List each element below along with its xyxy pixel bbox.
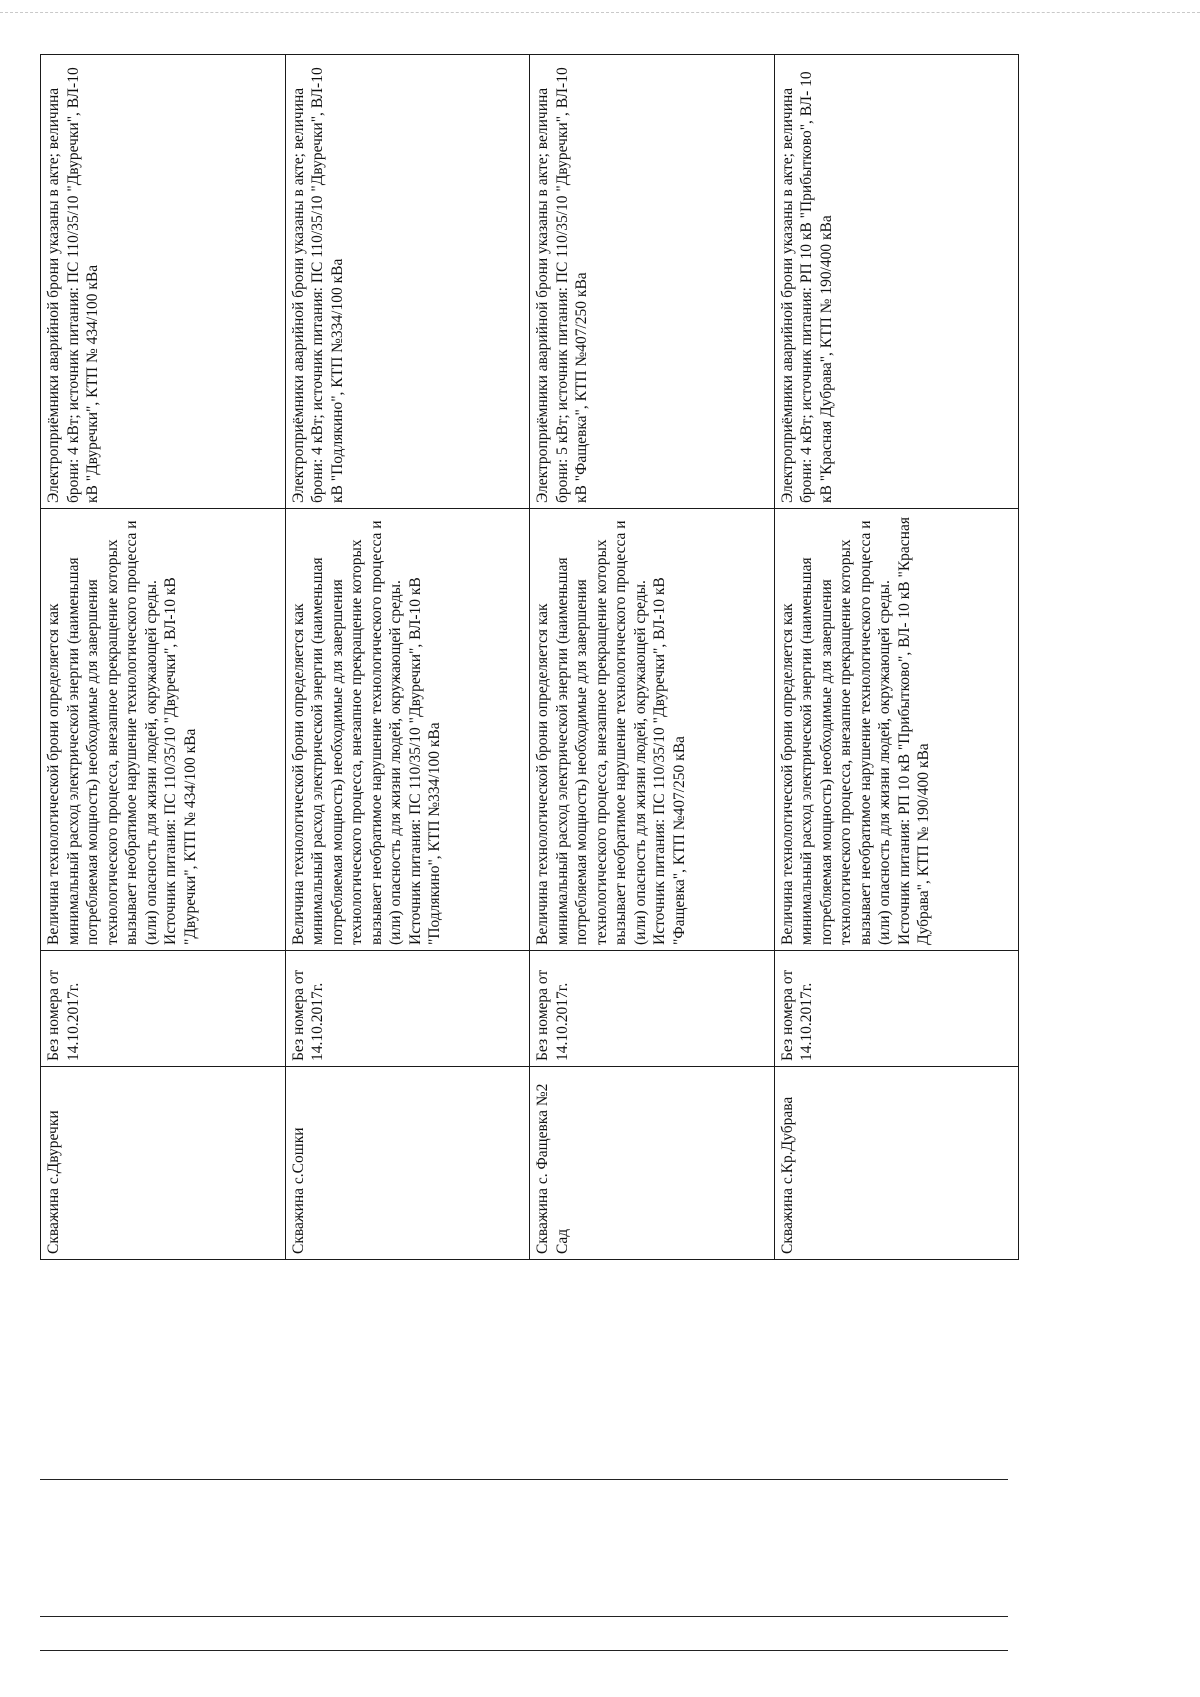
object-cell: Скважина с.Двуречки <box>41 1067 286 1260</box>
tech-reserve-cell: Величина технологической брони определяется как минимальный расход электрической энергии (наименьшая потребляемая мощность) необходимые для завершения технологического процесса, внезапное прекращение которых вызывает необратимое нарушение технологического процесса и (или) опасность для жизни людей, окружающей среды. Источник питания: ПС 110/35/10 "Двуречки", ВЛ-10 кВ "Фащевка", КТП №407/250 кВа <box>530 509 775 951</box>
tech-reserve-cell: Величина технологической брони определяется как минимальный расход электрической энергии (наименьшая потребляемая мощность) необходимые для завершения технологического процесса, внезапное прекращение которых вызывает необратимое нарушение технологического процесса и (или) опасность для жизни людей, окружающей среды. Источник питания: ПС 110/35/10 "Двуречки", ВЛ-10 кВ "Двуречки", КТП № 434/100 кВа <box>41 509 286 951</box>
reservation-table <box>40 54 1019 1260</box>
signature-line <box>40 1616 1008 1617</box>
table-row <box>285 55 530 1260</box>
tech-reserve-cell: Величина технологической брони определяется как минимальный расход электрической энергии (наименьшая потребляемая мощность) необходимые для завершения технологического процесса, внезапное прекращение которых вызывает необратимое нарушение технологического процесса и (или) опасность для жизни людей, окружающей среды. Источник питания: ПС 110/35/10 "Двуречки", ВЛ-10 кВ "Подлякино", КТП №334/100 кВа <box>285 509 530 951</box>
table-row <box>774 55 1019 1260</box>
act-cell: Без номера от 14.10.2017г. <box>774 951 1019 1067</box>
object-cell: Скважина с.Кр.Дубрава <box>774 1067 1019 1260</box>
signature-line <box>40 1650 1008 1651</box>
table-row <box>530 55 775 1260</box>
emergency-reserve-cell: Электроприёмники аварийной брони указаны в акте; величина брони: 4 кВт; источник питания: ПС 110/35/10 "Двуречки", ВЛ-10 кВ "Подлякино", КТП №334/100 кВа <box>285 55 530 509</box>
act-cell: Без номера от 14.10.2017г. <box>285 951 530 1067</box>
emergency-reserve-cell: Электроприёмники аварийной брони указаны в акте; величина брони: 5 кВт; источник питания: ПС 110/35/10 "Двуречки", ВЛ-10 кВ "Фащевка", КТП №407/250 кВа <box>530 55 775 509</box>
rotated-table-wrapper <box>40 55 1019 1260</box>
emergency-reserve-cell: Электроприёмники аварийной брони указаны в акте; величина брони: 4 кВт; источник питания: РП 10 кВ "Прибытково", ВЛ- 10 кВ "Красная Дубрава", КТП № 190/400 кВа <box>774 55 1019 509</box>
act-cell: Без номера от 14.10.2017г. <box>41 951 286 1067</box>
act-cell: Без номера от 14.10.2017г. <box>530 951 775 1067</box>
tech-reserve-cell: Величина технологической брони определяется как минимальный расход электрической энергии (наименьшая потребляемая мощность) необходимые для завершения технологического процесса, внезапное прекращение которых вызывает необратимое нарушение технологического процесса и (или) опасность для жизни людей, окружающей среды. Источник питания: РП 10 кВ "Прибытково", ВЛ- 10 кВ "Красная Дубрава", КТП № 190/400 кВа <box>774 509 1019 951</box>
object-cell: Скважина с. Фащевка №2 Сад <box>530 1067 775 1260</box>
scan-top-edge <box>0 12 1200 13</box>
table-row <box>41 55 286 1260</box>
signature-line <box>40 1479 1008 1480</box>
object-cell: Скважина с.Сошки <box>285 1067 530 1260</box>
emergency-reserve-cell: Электроприёмники аварийной брони указаны в акте; величина брони: 4 кВт; источник питания: ПС 110/35/10 "Двуречки", ВЛ-10 кВ "Двуречки", КТП № 434/100 кВа <box>41 55 286 509</box>
